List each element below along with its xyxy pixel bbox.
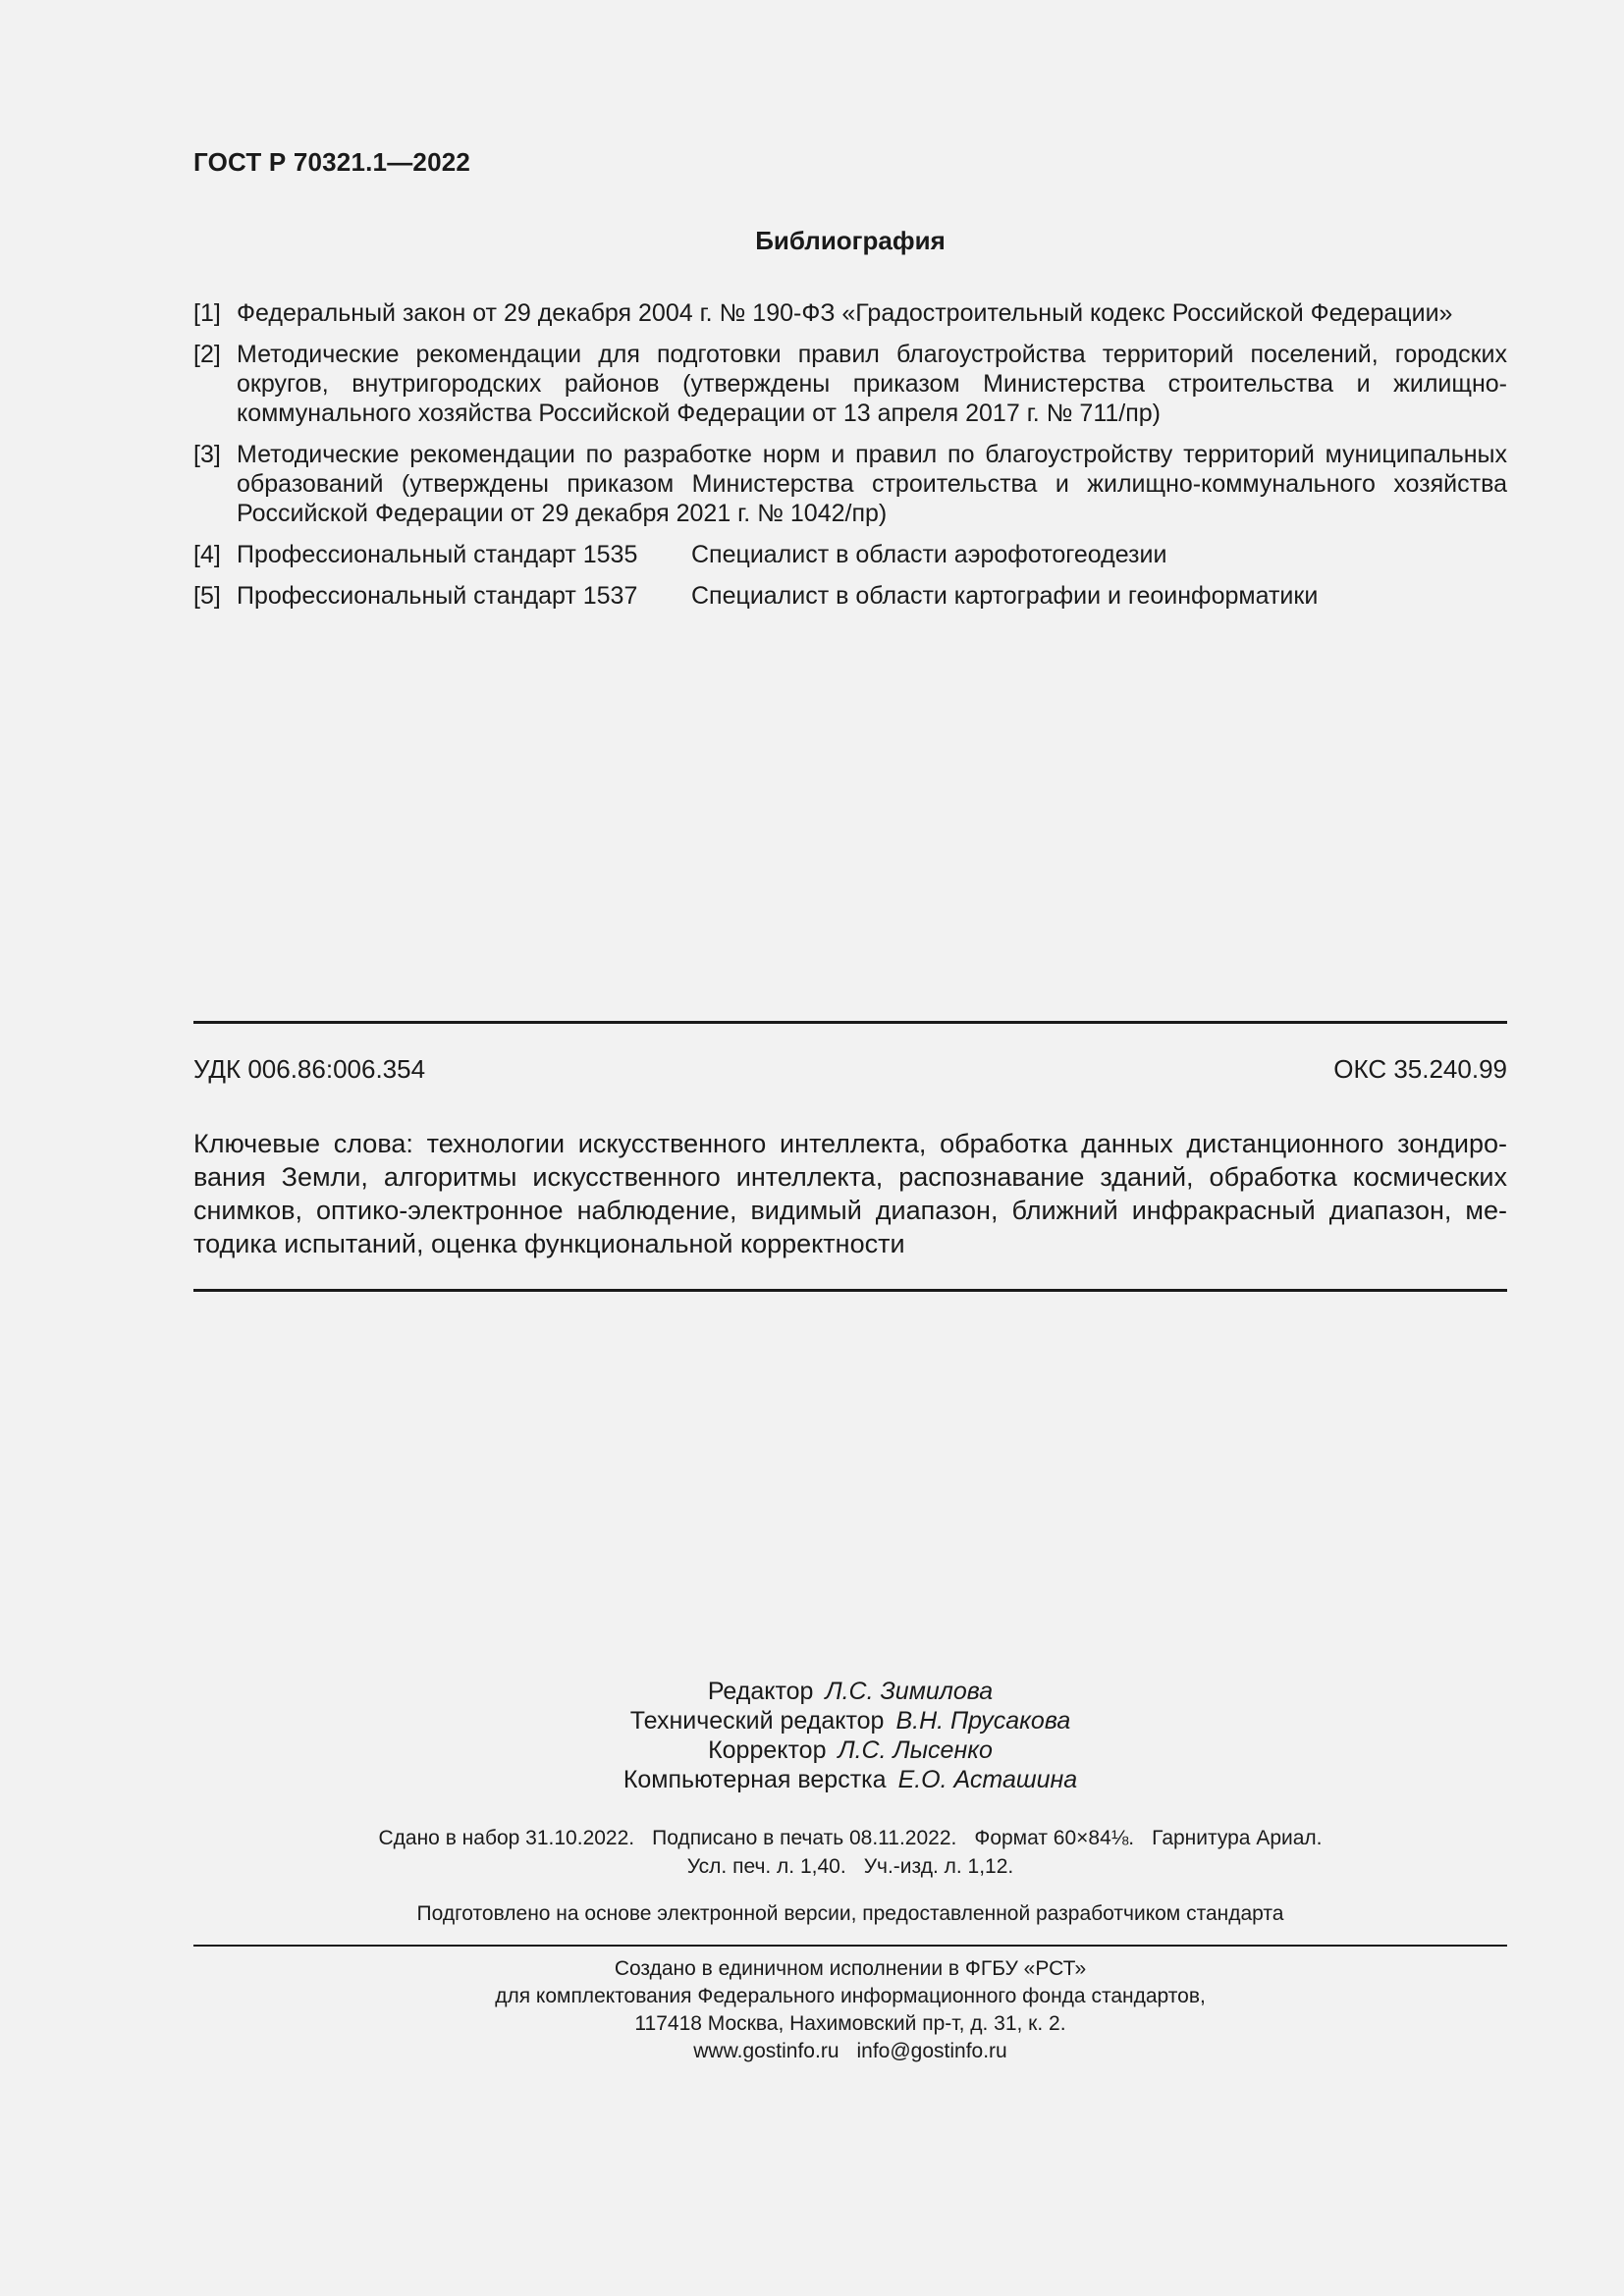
divider-footer — [193, 1945, 1507, 1947]
credit-technical-editor — [193, 1706, 1507, 1735]
credit-role: Редактор — [707, 1678, 814, 1705]
bibliography-item-text: Методические рекомендации по разработке норм и правил по благоустройству территорий муниципальных образований (утверждены приказом Министерства строительства и жилищно-коммунального хозяйства Российской Федерации от 29 декабря 2021 г. № 1042/пр) — [237, 441, 1507, 527]
bibliography-item — [193, 540, 1507, 569]
bibliography-item-body — [237, 540, 1507, 569]
oks-code: ОКС 35.240.99 — [1333, 1054, 1507, 1084]
credit-person: Л.С. Лысенко — [838, 1736, 993, 1764]
udk-code: УДК 006.86:006.354 — [193, 1054, 426, 1084]
bibliography-item — [193, 340, 1507, 428]
credit-person: Е.О. Асташина — [897, 1766, 1078, 1793]
paper-format: Формат 60×84⅛. — [974, 1827, 1135, 1849]
print-sheets: Усл. печ. л. 1,40. — [686, 1855, 846, 1878]
website-link[interactable]: www.gostinfo.ru — [693, 2040, 839, 2062]
footer-contacts — [193, 2038, 1507, 2065]
divider-keywords — [193, 1289, 1507, 1292]
bibliography-item-number: [2] — [193, 341, 221, 368]
bibliography-item — [193, 298, 1507, 328]
bibliography-item-number: [4] — [193, 541, 221, 568]
submitted-date: Сдано в набор 31.10.2022. — [378, 1827, 635, 1849]
divider-top — [193, 1021, 1507, 1024]
publication-sheets: Уч.-изд. л. 1,12. — [863, 1855, 1014, 1878]
bibliography-item — [193, 581, 1507, 611]
credit-proofreader — [193, 1735, 1507, 1765]
credit-role: Корректор — [708, 1736, 827, 1764]
credit-person: Л.С. Зимилова — [825, 1678, 994, 1705]
typeface: Гарнитура Ариал. — [1152, 1827, 1323, 1849]
print-info-line-2 — [193, 1852, 1507, 1881]
bibliography-item-number: [5] — [193, 582, 221, 610]
professional-standard-name: Профессиональный стандарт 1535 — [237, 541, 638, 568]
email-link[interactable]: info@gostinfo.ru — [856, 2040, 1007, 2062]
credit-role: Технический редактор — [629, 1707, 885, 1735]
print-info — [193, 1824, 1507, 1881]
bibliography-item-body — [237, 581, 1507, 611]
credit-person: В.Н. Прусакова — [895, 1707, 1071, 1735]
credit-layout — [193, 1765, 1507, 1794]
signed-date: Подписано в печать 08.11.2022. — [652, 1827, 957, 1849]
footer-line-2: для комплектования Федерального информационного фонда стандартов, — [495, 1985, 1206, 2007]
bibliography-item-number: [3] — [193, 441, 221, 468]
document-code: ГОСТ Р 70321.1—2022 — [193, 147, 471, 177]
credit-role: Компьютерная верстка — [623, 1766, 887, 1793]
professional-standard-name: Профессиональный стандарт 1537 — [237, 582, 638, 610]
professional-standard-title: Специалист в области аэрофотогеодезии — [691, 541, 1167, 568]
prepared-note: Подготовлено на основе электронной версии, предоставленной разработчиком стандарта — [416, 1902, 1284, 1925]
publisher-footer — [193, 1955, 1507, 2065]
bibliography-title: Библиография — [755, 226, 946, 255]
bibliography-item-text: Федеральный закон от 29 декабря 2004 г. № 190-ФЗ «Градостроительный кодекс Российской Федерации» — [237, 299, 1453, 327]
bibliography-item-number: [1] — [193, 299, 221, 327]
keywords-paragraph: Ключевые слова: технологии искусственного интеллекта, обработка данных дистанционного зондирования Земли, алгоритмы искусственного интеллекта, распознавание зданий, обработка космических снимков, оптико-электронное наблюдение, видимый диапазон, ближний инфракрасный диапазон, методика испытаний, оценка функциональной корректности — [193, 1129, 1507, 1258]
credits-block — [193, 1677, 1507, 1794]
print-info-line-1 — [193, 1824, 1507, 1852]
bibliography-item-text: Методические рекомендации для подготовки правил благоустройства территорий поселений, городских округов, внутригородских районов (утверждены приказом Министерства строительства и жилищно-коммунального хозяйства Российской Федерации от 13 апреля 2017 г. № 711/пр) — [237, 341, 1507, 427]
bibliography-list — [193, 298, 1507, 622]
footer-line-3: 117418 Москва, Нахимовский пр-т, д. 31, к. 2. — [634, 2012, 1066, 2035]
professional-standard-title: Специалист в области картографии и геоинформатики — [691, 582, 1319, 610]
footer-line-1: Создано в единичном исполнении в ФГБУ «РСТ» — [614, 1957, 1087, 1980]
bibliography-item — [193, 440, 1507, 528]
credit-editor — [193, 1677, 1507, 1706]
